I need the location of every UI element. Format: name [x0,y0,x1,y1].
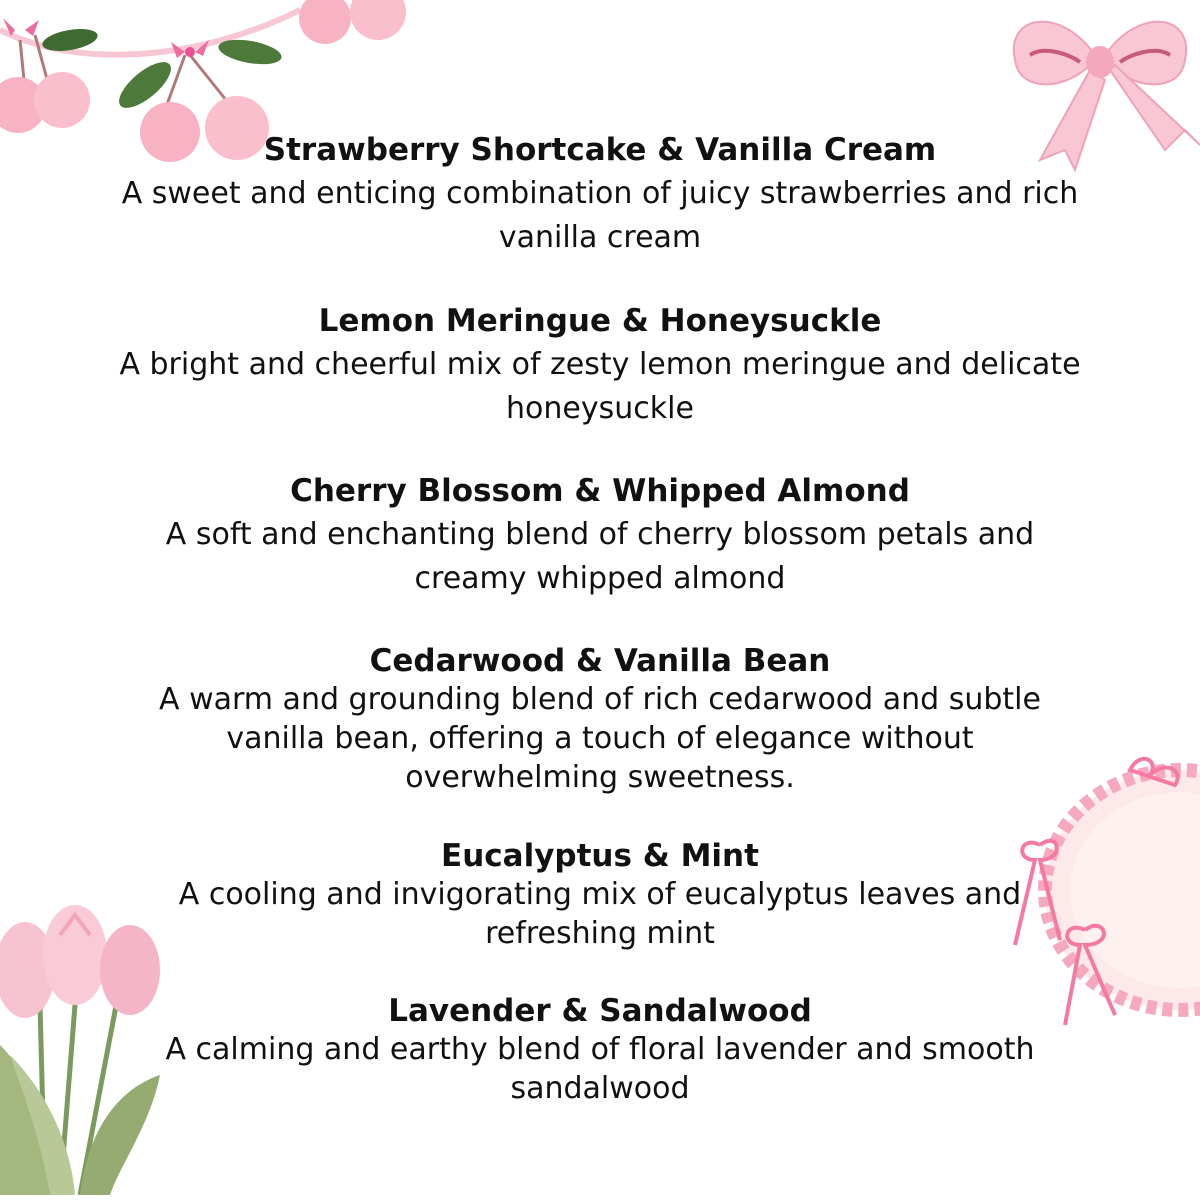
scent-description: A warm and grounding blend of rich cedarwood and subtle vanilla bean, offering a touch of elegance without overwhelming sweetness. [159,682,1041,795]
scent-name: Cherry Blossom & Whipped Almond [290,473,910,509]
scent-name: Lemon Meringue & Honeysuckle [318,303,882,339]
scent-item-lemon [0,299,1200,431]
scent-name: Eucalyptus & Mint [441,838,759,874]
scent-description: A bright and cheerful mix of zesty lemon meringue and delicate honeysuckle [119,347,1081,426]
scent-description: A sweet and enticing combination of juicy strawberries and rich vanilla cream [121,176,1079,255]
scent-item-lavender [0,992,1200,1108]
scent-item-strawberry [0,128,1200,260]
scent-description: A soft and enchanting blend of cherry blossom petals and creamy whipped almond [165,517,1035,596]
scent-name: Strawberry Shortcake & Vanilla Cream [263,132,937,168]
scent-description: A cooling and invigorating mix of eucalyptus leaves and refreshing mint [178,877,1022,951]
scent-description: A calming and earthy blend of floral lavender and smooth sandalwood [165,1032,1035,1106]
scent-name: Lavender & Sandalwood [388,993,812,1029]
scent-item-cedarwood [0,642,1200,797]
scent-name: Cedarwood & Vanilla Bean [369,643,831,679]
scent-item-eucalyptus [0,837,1200,953]
scent-item-cherry-blossom [0,469,1200,601]
